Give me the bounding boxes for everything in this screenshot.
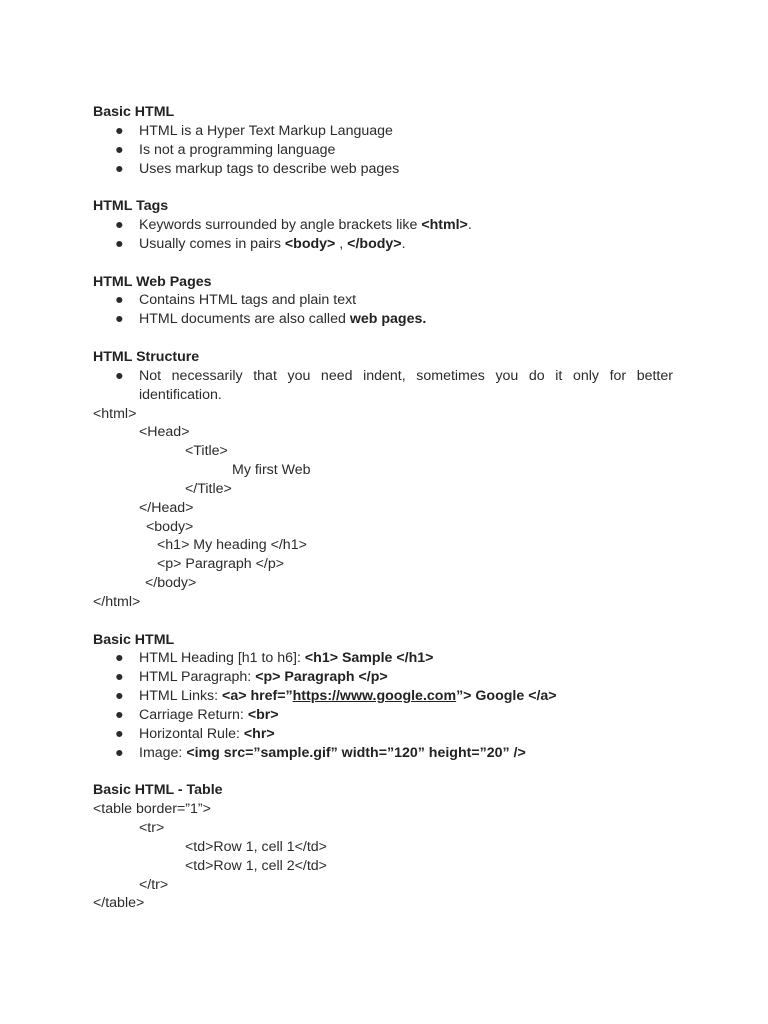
bullet-icon: ●: [115, 707, 124, 723]
code-line: <table border=”1”>: [93, 801, 211, 818]
section-heading-basic-html-table: Basic HTML - Table: [93, 782, 223, 799]
document-content: [93, 103, 673, 913]
bullet-icon: ●: [115, 669, 124, 686]
spacer: [93, 254, 673, 273]
bullet-icon: ●: [115, 688, 124, 705]
list-item: ● Contains HTML tags and plain text: [115, 292, 357, 309]
code-line: <html>: [93, 405, 137, 422]
code-line: <td>Row 1, cell 2</td>: [185, 857, 327, 874]
list-item: ● Not necessarily that you need indent, sometimes you do it only for better identification.: [115, 367, 673, 403]
code-line: <tr>: [139, 820, 165, 837]
code-line: </Head>: [139, 499, 194, 516]
code-line: <td>Row 1, cell 1</td>: [185, 838, 327, 855]
list-item: ● HTML Heading [h1 to h6]: <h1> Sample </h1>: [115, 650, 434, 667]
bullet-icon: ●: [115, 141, 124, 158]
spacer: [93, 178, 673, 197]
bullet-icon: ●: [115, 650, 124, 667]
bullet-icon: ●: [115, 235, 124, 252]
list-item: ● Is not a programming language: [115, 141, 336, 158]
section-heading-html-structure: HTML Structure: [93, 348, 200, 365]
list-item: ● HTML Paragraph: <p> Paragraph </p>: [115, 669, 388, 686]
list-item: ● Keywords surrounded by angle brackets like <html>.: [115, 217, 472, 234]
list-item: ● HTML is a Hyper Text Markup Language: [115, 122, 393, 139]
list-item: ● Uses markup tags to describe web pages: [115, 160, 400, 177]
list-item: ● HTML documents are also called web pages.: [115, 311, 427, 328]
list-item: ● HTML Links: <a> href=”https://www.google.com”> Google </a>: [115, 688, 557, 705]
code-line: </Title>: [185, 480, 232, 497]
bullet-icon: ●: [115, 160, 124, 177]
list-item: ● Carriage Return: <br>: [115, 707, 279, 723]
section-heading-html-tags: HTML Tags: [93, 198, 169, 215]
code-line: My first Web: [232, 462, 311, 479]
code-line: <body>: [146, 518, 194, 535]
code-line: <p> Paragraph </p>: [157, 556, 285, 573]
list-item: ● Horizontal Rule: <hr>: [115, 725, 275, 742]
spacer: [93, 329, 673, 348]
bullet-icon: ●: [115, 122, 124, 139]
bullet-icon: ●: [115, 367, 124, 384]
bullet-icon: ●: [115, 744, 124, 761]
code-line: <Title>: [185, 443, 228, 460]
code-line: <Head>: [139, 424, 190, 441]
section-heading-basic-html-2: Basic HTML: [93, 631, 175, 648]
spacer: [93, 763, 673, 782]
spacer: [93, 612, 673, 631]
bullet-icon: ●: [115, 311, 124, 328]
bullet-icon: ●: [115, 725, 124, 742]
google-link[interactable]: https://www.google.com: [292, 688, 457, 705]
code-line: </body>: [145, 575, 197, 592]
list-item: ● Image: <img src=”sample.gif” width=”120” height=”20” />: [115, 744, 526, 761]
list-item: ● Usually comes in pairs <body> , </body>.: [115, 235, 406, 252]
code-line: </html>: [93, 593, 141, 610]
code-line: </table>: [93, 895, 145, 912]
code-line: <h1> My heading </h1>: [157, 537, 307, 554]
code-line: </tr>: [139, 876, 169, 893]
bullet-icon: ●: [115, 292, 124, 309]
bullet-icon: ●: [115, 217, 124, 234]
section-heading-basic-html: Basic HTML: [93, 104, 175, 120]
section-heading-html-web-pages: HTML Web Pages: [93, 273, 212, 290]
